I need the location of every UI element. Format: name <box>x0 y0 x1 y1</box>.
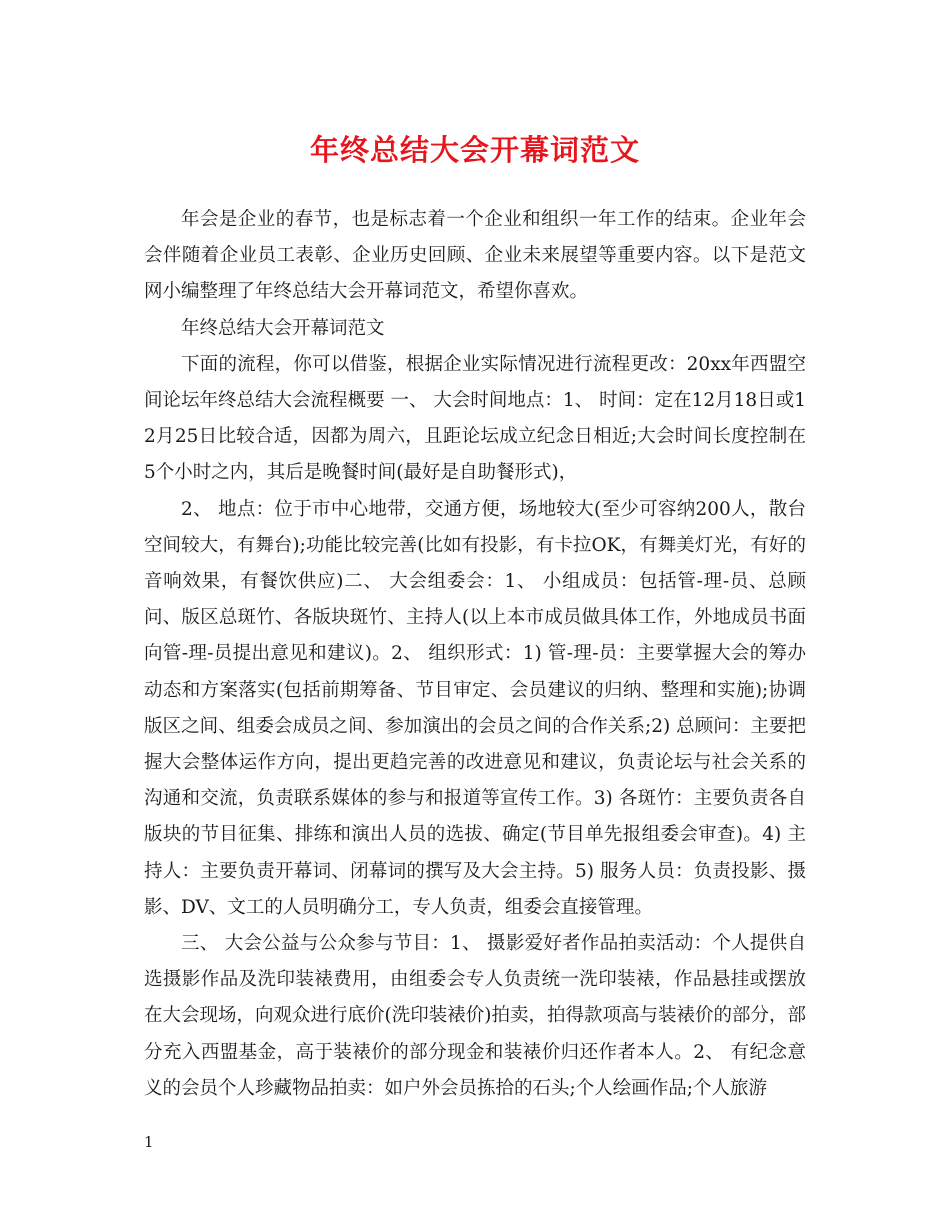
paragraph-intro: 年会是企业的春节，也是标志着一个企业和组织一年工作的结束。企业年会会伴随着企业员工表彰、企业历史回顾、企业未来展望等重要内容。以下是范文网小编整理了年终总结大会开幕词范文，希望你喜欢。 <box>144 209 806 303</box>
paragraph-charity-programs: 三、 大会公益与公众参与节目：1、 摄影爱好者作品拍卖活动：个人提供自选摄影作品及洗印装裱费用，由组委会专人负责统一洗印装裱，作品悬挂或摆放在大会现场，向观众进行底价(洗印装裱价)拍卖，拍得款项高与装裱价的部分，部分充入西盟基金，高于装裱价的部分现金和装裱价归还作者本人。2、 有纪念意义的会员个人珍藏物品拍卖：如户外会员拣拾的石头;个人绘画作品;个人旅游 <box>144 933 806 1099</box>
document-title: 年终总结大会开幕词范文 <box>309 133 640 167</box>
paragraph-process: 下面的流程，你可以借鉴，根据企业实际情况进行流程更改：20xx年西盟空间论坛年终总结大会流程概要 一、 大会时间地点：1、 时间：定在12月18日或12月25日比较合适，因都为周六，且距论坛成立纪念日相近;大会时间长度控制在5个小时之内，其后是晚餐时间(最好是自助餐形式)， <box>144 353 806 484</box>
paragraph-location-committee: 2、 地点：位于市中心地带，交通方便，场地较大(至少可容纳200人，散台空间较大，有舞台);功能比较完善(比如有投影，有卡拉OK，有舞美灯光，有好的音响效果，有餐饮供应)二、 大会组委会：1、 小组成员：包括管-理-员、总顾问、版区总斑竹、各版块斑竹、主持人(以上本市成员做具体工作，外地成员书面向管-理-员提出意见和建议)。2、 组织形式：1) 管-理-员：主要掌握大会的筹办动态和方案落实(包括前期筹备、节目审定、会员建议的归纳、整理和实施);协调版区之间、组委会成员之间、参加演出的会员之间的合作关系;2) 总顾问：主要把握大会整体运作方向，提出更趋完善的改进意见和建议，负责论坛与社会关系的沟通和交流，负责联系媒体的参与和报道等宣传工作。3) 各斑竹：主要负责各自版块的节目征集、排练和演出人员的选拔、确定(节目单先报组委会审查)。4) 主持人：主要负责开幕词、闭幕词的撰写及大会主持。5) 服务人员：负责投影、摄影、DV、文工的人员明确分工，专人负责，组委会直接管理。 <box>144 498 806 918</box>
page-number: 1 <box>144 1133 154 1151</box>
document-body <box>144 202 806 1107</box>
paragraph-subtitle: 年终总结大会开幕词范文 <box>181 317 385 339</box>
